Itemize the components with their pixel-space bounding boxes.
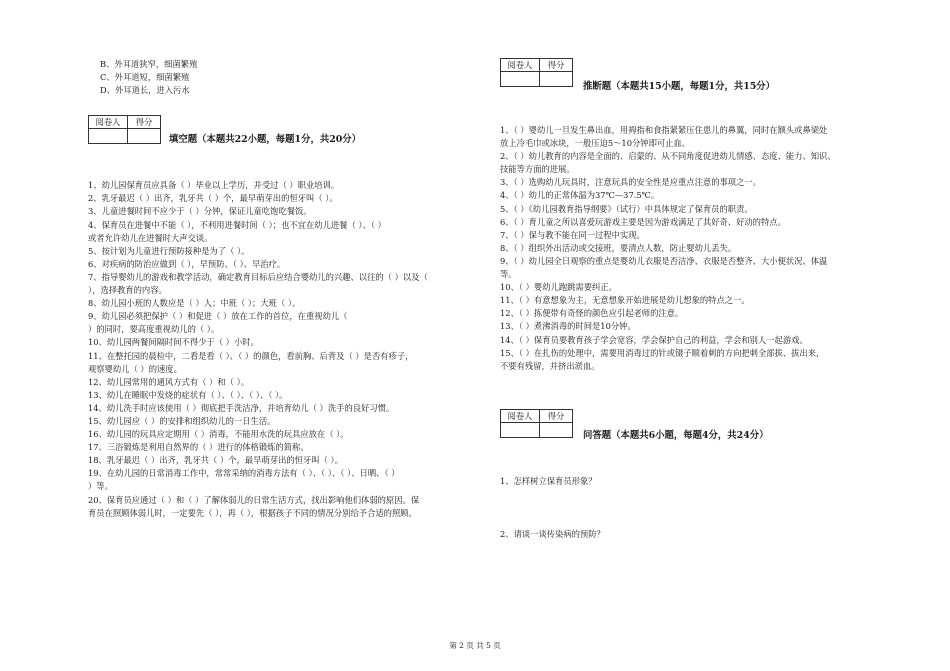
- qa-section-title: 问答题（本题共6小题，每题4分，共24分）: [583, 429, 769, 441]
- fill-line: 14、幼儿洗手时应该使用（ ）彻底把手洗洁净，并培育幼儿（ ）洗手的良好习惯。: [88, 402, 395, 413]
- qa-questions: [500, 475, 902, 541]
- right-column: [500, 58, 902, 541]
- fill-line: ）等。: [88, 481, 113, 492]
- fill-questions: [88, 179, 483, 519]
- qa-question: 1、怎样树立保育员形象？: [500, 475, 597, 486]
- fill-line: 或者允许幼儿在进餐时大声交谈。: [88, 232, 213, 243]
- score-cell: [540, 422, 573, 437]
- option-d: D、外耳道长，进入污水: [100, 85, 190, 96]
- fill-line: 10、幼儿园两餐间隔时间不得少于（ ）小时。: [88, 337, 259, 348]
- fill-line: 19、在幼儿园的日常消毒工作中，常常采纳的消毒方法有（ ）、（ ）、（ ）、日晒、（ ）: [88, 468, 400, 479]
- judge-line: 6、（ ）育儿童之所以喜爱玩游戏主要是因为游戏满足了其好奇、好动的特点。: [500, 216, 786, 227]
- judge-line: 8、（ ）组织外出活动或交接班，要清点人数，防止婴幼儿丢失。: [500, 242, 737, 253]
- judge-line: 13、（ ）煮沸消毒的时间是10分钟。: [500, 321, 636, 332]
- judge-line: 技能等方面的进展。: [500, 164, 575, 175]
- score-box: [500, 409, 573, 438]
- fill-section-title: 填空题（本题共22小题，每题1分，共20分）: [169, 134, 361, 146]
- reviewer-label: 阅卷人: [89, 116, 128, 129]
- judge-line: 不要有残留，并挤出淤血。: [500, 360, 600, 371]
- score-label: 得分: [540, 409, 573, 422]
- judge-line: 10、（ ）婴幼儿跑跳需要纠正。: [500, 282, 617, 293]
- score-label: 得分: [540, 59, 573, 72]
- fill-line: 15、幼儿园应（ ）的安排和组织幼儿的一日生活。: [88, 415, 276, 426]
- fill-line: 20、保育员应通过（ ）和（ ）了解体弱儿的日常生活方式，找出影响他们体弱的原因。保: [88, 494, 420, 505]
- judge-line: 放上冷毛巾或冰块，一般压迫5～10分钟即可止血。: [500, 138, 691, 149]
- fill-line: 16、幼儿园的玩具应定期用（ ）消毒，不能用水洗的玩具应放在（ ）。: [88, 429, 349, 440]
- fill-line: 8、幼儿园小班的人数应是（ ）人；中班（ ）；大班（ ）。: [88, 298, 301, 309]
- fill-line: 13、幼儿在睡眠中发烧的症状有（ ）、（ ）、（ ）、（ ）。: [88, 389, 288, 400]
- fill-line: 18、乳牙最迟（ ）出齐，乳牙共（ ）个，最早萌芽出的恒牙叫（ ）。: [88, 455, 343, 466]
- reviewer-cell: [501, 422, 540, 437]
- qa-section-header: [500, 409, 902, 475]
- fill-line: 12、幼儿园常用的通风方式有（ ）和（ ）。: [88, 376, 250, 387]
- option-b: B、外耳道狭窄，细菌繁殖: [100, 59, 198, 69]
- judge-section-header: [500, 58, 902, 124]
- fill-line: 6、对疾病的防治应做到（ ），早预防、（ ）、早治疗。: [88, 258, 286, 269]
- judge-line: 等。: [500, 269, 517, 280]
- judge-line: 3、（ ）选购幼儿玩具时，注意玩具的安全性是应重点注意的事项之一。: [500, 177, 761, 188]
- option-c: C、外耳道短，细菌繁殖: [100, 72, 190, 83]
- judge-line: 5、（ ）《幼儿园教育指导纲要》（试行）中具体规定了保育员的职责。: [500, 203, 753, 214]
- qa-question: 2、请谈一谈传染病的预防？: [500, 528, 605, 539]
- judge-questions: [500, 124, 902, 373]
- fill-line: 观察婴幼儿（ ）的速度。: [88, 363, 182, 374]
- fill-section-header: [88, 115, 483, 179]
- fill-line: 1、幼儿园保育员应具备（ ）毕业以上学历，并受过（ ）职业培训。: [88, 180, 340, 191]
- fill-line: 11、在整托园的晨检中，二看是看（ ）、（ ）的颜色，看前胸、后背及（ ）是否有疹子，: [88, 350, 414, 361]
- score-box: [88, 115, 161, 144]
- judge-section-title: 推断题（本题共15小题，每题1分，共15分）: [583, 81, 775, 92]
- reviewer-cell: [501, 72, 540, 87]
- fill-line: 3、儿童进餐时间不应少于（ ）分钟，保证儿童吃饱吃餐饭。: [88, 206, 312, 217]
- judge-line: 4、（ ）幼儿的正常体温为37℃—37.5℃。: [500, 190, 660, 201]
- fill-line: 5、按计划为儿童进行预防接种是为了（ ）。: [88, 245, 250, 256]
- fill-line: 2、乳牙最迟（ ）出齐，乳牙共（ ）个，最早萌芽出的恒牙叫（ ）。: [88, 193, 338, 204]
- judge-line: 11、（ ）有意想象为主，无意想象开始进展是幼儿想象的特点之一。: [500, 295, 750, 306]
- fill-line: 17、三浴锻炼是利用自然界的（ ）进行的体格锻炼的简称。: [88, 442, 309, 453]
- fill-line: ），选择教育的内容。: [88, 285, 167, 296]
- score-cell: [540, 72, 573, 87]
- judge-line: 1、（ ）婴幼儿一旦发生鼻出血，用拇指和食指紧紧压住患儿的鼻翼，同时在额头或鼻梁处: [500, 125, 828, 135]
- fill-line: ）的同时，要高度重视幼儿的（ ）。: [88, 324, 220, 335]
- judge-line: 15、（ ）在扎伤的处理中，需要用消毒过的针或镊子顺着刺的方向把刺全部拔、拔出来，: [500, 347, 825, 358]
- judge-line: 14、（ ）保育员要教育孩子学会宽容，学会保护自己的利益，学会和别人一起游戏。: [500, 334, 808, 345]
- judge-line: 9、（ ）幼儿园全日观察的重点是婴幼儿衣服是否洁净、衣服是否整齐、大小便状况、体温: [500, 255, 828, 266]
- fill-line: 育员在照顾体弱儿时，一定要先（ ），再（ ），根据孩子不同的情况分别给予合适的照顾。: [88, 507, 417, 518]
- reviewer-cell: [89, 129, 128, 144]
- fill-line: 4、保育员在进餐中不能（ ），不利用进餐时间（ ）；也不宜在幼儿进餐（ ）、（ ）: [88, 219, 386, 230]
- judge-line: 12、（ ）拣便带有奇怪的颜色应引起老师的注意。: [500, 308, 684, 319]
- score-cell: [128, 129, 161, 144]
- judge-line: 2、（ ）幼儿教育的内容是全面的、启蒙的、从不同角度促进幼儿情感、态度、能力、知识、: [500, 151, 836, 162]
- reviewer-label: 阅卷人: [501, 409, 540, 422]
- fill-line: 7、指导婴幼儿的游戏和教学活动，确定教育目标后应结合婴幼儿的兴趣、以往的（ ）以及（: [88, 271, 428, 282]
- left-column: [88, 58, 483, 520]
- page-footer: 第 2 页 共 5 页: [449, 641, 501, 650]
- reviewer-label: 阅卷人: [501, 59, 540, 72]
- judge-line: 7、（ ）保与教不能在同一过程中实现。: [500, 229, 645, 240]
- fill-line: 9、幼儿园必须把保护（ ）和促进（ ）放在工作的首位，在重视幼儿（: [88, 311, 348, 322]
- score-label: 得分: [128, 116, 161, 129]
- score-box: [500, 58, 573, 87]
